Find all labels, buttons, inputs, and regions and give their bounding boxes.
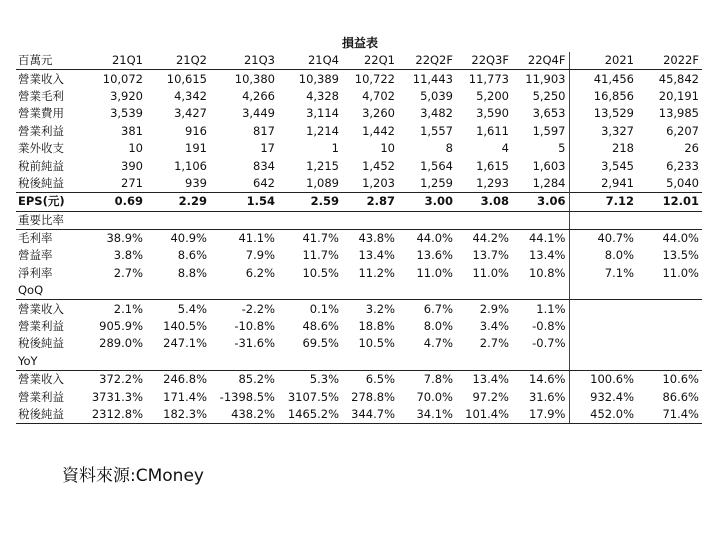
table-cell: 10,389 [298,71,339,86]
table-cell: 438.2% [210,406,278,424]
header-row [16,52,702,70]
row-label: EPS(元) [16,193,76,211]
table-cell: 1,284 [532,175,566,190]
table-cell: 40.9% [170,231,207,246]
table-cell: 5,039 [420,88,453,103]
table-cell: 69.5% [302,336,339,351]
table-cell: 13.4% [358,248,395,263]
table-cell: 1,611 [476,123,509,138]
table-cell: 10,072 [102,71,143,86]
table-cell: 218 [569,140,637,157]
table-cell: 1,603 [532,158,566,173]
table-cell: 1,089 [306,175,339,190]
table-cell: 381 [121,123,143,138]
table-cell: 289.0% [99,336,143,351]
table-cell: 905.9% [99,319,143,334]
row-label: 稅前純益 [18,158,64,173]
row-label: 業外收支 [18,141,64,156]
row-label: 稅後純益 [16,406,76,424]
table-cell: 40.7% [569,229,637,247]
table-cell [146,353,210,371]
table-cell [569,300,637,318]
column-header: 22Q3F [456,52,512,70]
table-cell: 17.9% [512,406,569,424]
table-cell [569,282,637,300]
table-cell: 11.0% [416,265,453,280]
table-cell: 6.7% [423,301,453,316]
table-cell: 7.8% [423,372,453,387]
table-cell: 2312.8% [76,406,146,424]
ratio-section-header [16,211,702,229]
table-cell [512,353,569,371]
table-cell: 1,259 [420,175,453,190]
row-label: 營業利益 [18,389,64,404]
table-cell [512,282,569,300]
table-cell: 45,842 [658,71,699,86]
table-cell: 18.8% [358,319,395,334]
table-cell [456,353,512,371]
table-cell: 10,722 [354,71,395,86]
column-header: 2022F [637,52,702,70]
table-cell: 5 [558,141,566,156]
table-cell: 4,702 [362,88,395,103]
table-cell: 5.3% [309,372,339,387]
table-row [16,140,702,157]
table-cell: 10.8% [528,265,566,280]
table-cell: 278.8% [351,389,395,404]
table-cell: 344.7% [342,406,398,424]
table-cell: 100.6% [569,371,637,389]
table-cell: 3,482 [420,106,453,121]
table-cell: 1,293 [476,175,509,190]
table-cell: 8 [445,141,453,156]
table-cell: 2.9% [479,301,509,316]
table-cell: 8.0% [423,319,453,334]
table-cell: 3,539 [110,106,143,121]
table-cell: -0.7% [532,336,566,351]
table-cell: 10 [380,141,395,156]
row-label: 重要比率 [16,211,76,229]
table-cell: 2,941 [569,175,637,193]
table-cell: 43.8% [358,231,395,246]
table-cell: 3107.5% [287,389,339,404]
table-cell [278,353,342,371]
table-cell: 13.7% [472,248,509,263]
table-cell: 1,597 [532,123,566,138]
row-label: 營益率 [18,248,53,263]
table-cell: 191 [185,141,207,156]
table-cell: 44.2% [472,231,509,246]
table-cell: 5.4% [177,301,207,316]
table-row [16,265,702,282]
table-cell: 11,773 [468,71,509,86]
table-row [16,406,702,424]
table-cell: 1,452 [362,158,395,173]
table-cell: 1.1% [536,301,566,316]
qoq-section-header [16,282,702,300]
table-row [16,335,702,352]
table-title: 損益表 [341,36,378,50]
column-header: 21Q3 [210,52,278,70]
table-cell [512,211,569,229]
table-cell: 3,653 [532,106,566,121]
row-label: 營業收入 [18,372,64,387]
table-cell: -0.8% [532,319,566,334]
table-cell [146,282,210,300]
table-cell: 11.0% [662,265,699,280]
table-row [16,371,702,389]
row-label: 營業收入 [18,301,64,316]
table-cell [76,282,146,300]
table-cell: 10.5% [358,336,395,351]
table-cell: 642 [253,175,275,190]
table-cell: 171.4% [163,389,207,404]
table-cell: 3.2% [365,301,395,316]
table-cell: 1,214 [306,123,339,138]
table-cell: 6.2% [245,265,275,280]
table-cell: 70.0% [416,389,453,404]
table-cell [398,282,456,300]
row-label: 淨利率 [18,265,53,280]
table-cell: 8.0% [569,247,637,264]
table-cell [342,353,398,371]
table-cell: 13.6% [416,248,453,263]
column-header: 百萬元 [16,52,76,70]
table-row [16,318,702,335]
table-cell: 2.87 [342,193,398,211]
table-row [16,175,702,193]
income-statement-table [16,52,702,424]
column-header: 21Q2 [146,52,210,70]
table-cell: 7.9% [245,248,275,263]
table-cell: 13,529 [569,105,637,122]
table-cell: 13.5% [662,248,699,263]
table-row [16,229,702,247]
table-row [16,300,702,318]
table-cell: 7.1% [569,265,637,282]
table-cell: 31.6% [528,389,566,404]
table-cell [637,353,702,371]
table-cell: 86.6% [662,389,699,404]
table-cell: 85.2% [238,372,275,387]
table-cell: -2.2% [241,301,275,316]
table-cell: 8.8% [177,265,207,280]
table-cell: 1,106 [174,158,207,173]
table-cell [569,353,637,371]
table-cell [210,282,278,300]
table-cell: 10.6% [662,372,699,387]
table-cell [278,282,342,300]
table-cell [398,353,456,371]
table-cell [637,318,702,335]
table-cell: 17 [260,141,275,156]
table-cell: 2.59 [278,193,342,211]
table-cell [210,211,278,229]
table-cell: -10.8% [234,319,275,334]
table-row [16,70,702,88]
column-header: 21Q4 [278,52,342,70]
source-note: 資料來源:CMoney [62,466,204,486]
table-cell: 1,442 [362,123,395,138]
table-cell: 8.6% [177,248,207,263]
table-cell: 932.4% [569,388,637,405]
table-cell: 1,615 [476,158,509,173]
row-label: 營業利益 [18,319,64,334]
table-cell: 5,040 [666,175,699,190]
table-cell: 2.1% [113,301,143,316]
table-cell: 20,191 [658,88,699,103]
table-cell: 10.5% [302,265,339,280]
table-cell: 14.6% [528,372,566,387]
table-cell: 13.4% [528,248,566,263]
table-cell: 3,545 [569,157,637,174]
table-cell: 452.0% [569,406,637,424]
table-cell: 41.7% [302,231,339,246]
table-cell: 10,615 [166,71,207,86]
table-cell [569,318,637,335]
table-row [16,123,702,140]
table-cell: 4,328 [306,88,339,103]
row-label: YoY [16,353,76,371]
row-label: 營業毛利 [18,88,64,103]
table-cell [637,282,702,300]
table-cell: 2.29 [146,193,210,211]
table-cell: 1,564 [420,158,453,173]
table-cell: 13,985 [658,106,699,121]
table-cell: 3.4% [479,319,509,334]
column-header: 21Q1 [76,52,146,70]
table-cell: 34.1% [398,406,456,424]
table-cell: 2.7% [113,265,143,280]
row-label: 營業收入 [18,71,64,86]
table-cell: 6.5% [365,372,395,387]
table-cell: 1 [331,141,339,156]
table-cell [569,335,637,352]
table-cell [342,211,398,229]
table-row [16,105,702,122]
table-cell: 817 [253,123,275,138]
table-cell: 44.0% [662,231,699,246]
table-cell: 5,250 [532,88,566,103]
table-cell: 3,590 [476,106,509,121]
table-cell: 3.00 [398,193,456,211]
column-header: 22Q4F [512,52,569,70]
table-cell: 26 [684,141,699,156]
table-cell: 939 [185,175,207,190]
table-cell: 11.2% [358,265,395,280]
row-label: 毛利率 [18,231,53,246]
yoy-section-header [16,353,702,371]
table-cell: 12.01 [637,193,702,211]
table-cell: 41.1% [238,231,275,246]
table-cell: 0.1% [309,301,339,316]
table-cell: 1,203 [362,175,395,190]
table-cell: 11.0% [472,265,509,280]
table-cell: 71.4% [637,406,702,424]
row-label: QoQ [16,282,76,300]
table-cell [278,211,342,229]
table-cell: 3,327 [569,123,637,140]
table-cell: 3,114 [306,106,339,121]
table-cell: 271 [121,175,143,190]
column-header: 22Q1 [342,52,398,70]
table-cell: 247.1% [163,336,207,351]
table-cell: 16,856 [569,88,637,105]
row-label: 稅後純益 [18,175,64,190]
table-cell: 182.3% [146,406,210,424]
table-cell: 38.9% [106,231,143,246]
column-header: 22Q2F [398,52,456,70]
table-row [16,388,702,405]
table-cell: 3,427 [174,106,207,121]
table-cell [146,211,210,229]
table-cell: 44.0% [416,231,453,246]
table-cell: 834 [253,158,275,173]
row-label: 稅後純益 [18,336,64,351]
table-cell: 3,260 [362,106,395,121]
table-cell: 11,443 [412,71,453,86]
table-cell: 7.12 [569,193,637,211]
table-cell: 13.4% [472,372,509,387]
table-cell: 3,920 [110,88,143,103]
table-cell [569,211,637,229]
table-cell: 6,207 [666,123,699,138]
table-cell: 1,557 [420,123,453,138]
table-cell: 11.7% [302,248,339,263]
eps-row [16,193,702,211]
table-cell: 1.54 [210,193,278,211]
column-header: 2021 [569,52,637,70]
table-cell: 11,903 [525,71,566,86]
table-cell: 6,233 [666,158,699,173]
table-row [16,247,702,264]
table-cell: 4,342 [174,88,207,103]
table-cell: 44.1% [528,231,566,246]
table-cell [637,335,702,352]
table-cell: 10 [128,141,143,156]
table-cell [342,282,398,300]
table-cell: 4.7% [423,336,453,351]
table-cell: 97.2% [472,389,509,404]
table-cell: -1398.5% [219,389,275,404]
table-cell: 4 [501,141,509,156]
table-cell: 372.2% [99,372,143,387]
table-cell: 4,266 [242,88,275,103]
table-cell: 48.6% [302,319,339,334]
table-cell: 1465.2% [278,406,342,424]
table-cell: 3.06 [512,193,569,211]
table-cell: 101.4% [456,406,512,424]
table-cell [456,282,512,300]
table-cell: 3,449 [242,106,275,121]
table-cell: 916 [185,123,207,138]
table-cell: 1,215 [306,158,339,173]
table-cell [76,211,146,229]
table-cell: 41,456 [569,70,637,88]
table-row [16,157,702,174]
table-cell: -31.6% [234,336,275,351]
table-cell [210,353,278,371]
table-cell [76,353,146,371]
table-cell: 246.8% [163,372,207,387]
table-cell: 3.8% [113,248,143,263]
table-cell: 390 [121,158,143,173]
table-cell: 0.69 [76,193,146,211]
table-cell: 5,200 [476,88,509,103]
table-cell: 2.7% [479,336,509,351]
table-cell [456,211,512,229]
table-cell: 3731.3% [91,389,143,404]
row-label: 營業利益 [18,123,64,138]
table-cell [398,211,456,229]
row-label: 營業費用 [18,106,64,121]
table-row [16,88,702,105]
table-cell: 3.08 [456,193,512,211]
table-cell [637,211,702,229]
table-cell [637,300,702,318]
table-cell: 140.5% [163,319,207,334]
table-cell: 10,380 [234,71,275,86]
